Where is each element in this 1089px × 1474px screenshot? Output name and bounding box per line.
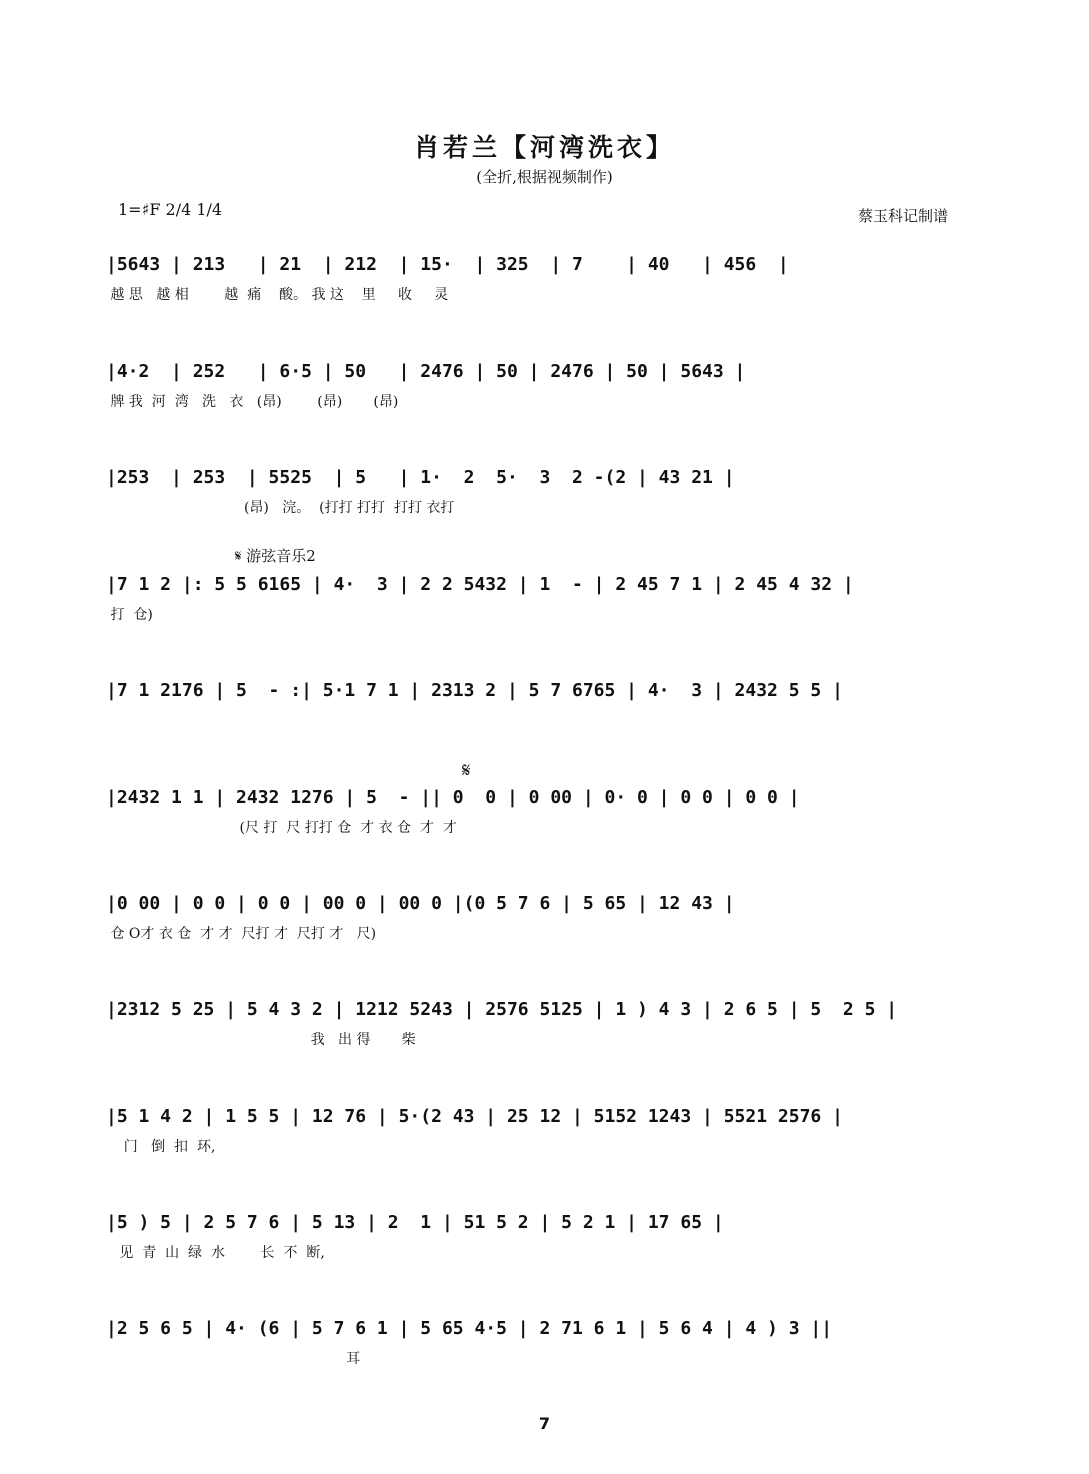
lyrics-line: 我 出 得 柴 — [106, 1032, 416, 1048]
notation-line: |2432 1 1 | 2432 1276 | 5 - || 0 0 | 0 00 | 0· 0 | 0 0 | 0 0 | — [106, 787, 800, 808]
score-system — [106, 1097, 984, 1179]
lyrics-line: (昂) 浣。 (打打 打打 打打 衣打 — [106, 500, 455, 516]
notation-line: |253 | 253 | 5525 | 5 | 1· 2 5· 3 2 -(2 | 43 21 | — [106, 467, 735, 488]
score-system — [106, 565, 984, 647]
page-title: 肖若兰【河湾洗衣】 — [413, 133, 675, 162]
score-system — [106, 990, 984, 1072]
section-marker: 𝄋 游弦音乐2 — [235, 547, 316, 565]
notation-line: |4·2 | 252 | 6·5 | 50 | 2476 | 50 | 2476 | 50 | 5643 | — [106, 361, 746, 382]
lyrics-line: 仓 O才 衣 仓 才 才 尺打 才 尺打 才 尺) — [106, 926, 377, 942]
notation-line: |2 5 6 5 | 4· (6 | 5 7 6 1 | 5 65 4·5 | 2 71 6 1 | 5 6 4 | 4 ) 3 || — [106, 1318, 833, 1339]
score-system — [106, 671, 984, 753]
lyrics-line: 越 思 越 相 越 痛 酸。 我 这 里 收 灵 — [106, 287, 449, 303]
lyrics-line: 耳 — [106, 1351, 361, 1367]
score-system — [106, 352, 984, 434]
notation-line: |5 1 4 2 | 1 5 5 | 12 76 | 5·(2 43 | 25 12 | 5152 1243 | 5521 2576 | — [106, 1106, 843, 1127]
lyrics-line: 打 仓) — [106, 607, 153, 623]
notation-line: |5643 | 213 | 21 | 212 | 15· | 325 | 7 | 40 | 456 | — [106, 254, 789, 275]
key-signature: 1=♯F 2/4 1/4 — [118, 200, 223, 219]
notation-line: |7 1 2 |: 5 5 6165 | 4· 3 | 2 2 5432 | 1 - | 2 45 7 1 | 2 45 4 32 | — [106, 574, 854, 595]
notation-line: |5 ) 5 | 2 5 7 6 | 5 13 | 2 1 | 51 5 2 | 5 2 1 | 17 65 | — [106, 1212, 724, 1233]
score-system — [106, 245, 984, 327]
notation-line: |7 1 2176 | 5 - :| 5·1 7 1 | 2313 2 | 5 7 6765 | 4· 3 | 2432 5 5 | — [106, 680, 843, 701]
score-system — [106, 778, 984, 860]
lyrics-line — [106, 709, 984, 733]
transcriber-credit: 蔡玉科记制谱 — [858, 207, 949, 225]
score-system — [106, 1203, 984, 1285]
lyrics-line: 牌 我 河 湾 洗 衣 (昂) (昂) (昂) — [106, 394, 399, 410]
lyrics-line: 门 倒 扣 环, — [106, 1139, 216, 1155]
lyrics-line: 见 青 山 绿 水 长 不 断, — [106, 1245, 325, 1261]
lyrics-line: (尺 打 尺 打打 仓 才 衣 仓 才 才 — [106, 820, 457, 836]
score-system — [106, 884, 984, 966]
notation-line: |0 00 | 0 0 | 0 0 | 00 0 | 00 0 |(0 5 7 6 | 5 65 | 12 43 | — [106, 893, 735, 914]
page-subtitle: (全折,根据视频制作) — [476, 168, 613, 186]
score-system — [106, 458, 984, 540]
page-number: 7 — [538, 1414, 551, 1433]
score-system — [106, 1309, 984, 1391]
notation-line: |2312 5 25 | 5 4 3 2 | 1212 5243 | 2576 5125 | 1 ) 4 3 | 2 6 5 | 5 2 5 | — [106, 999, 898, 1020]
segno-icon: 𝄋 — [462, 758, 471, 782]
